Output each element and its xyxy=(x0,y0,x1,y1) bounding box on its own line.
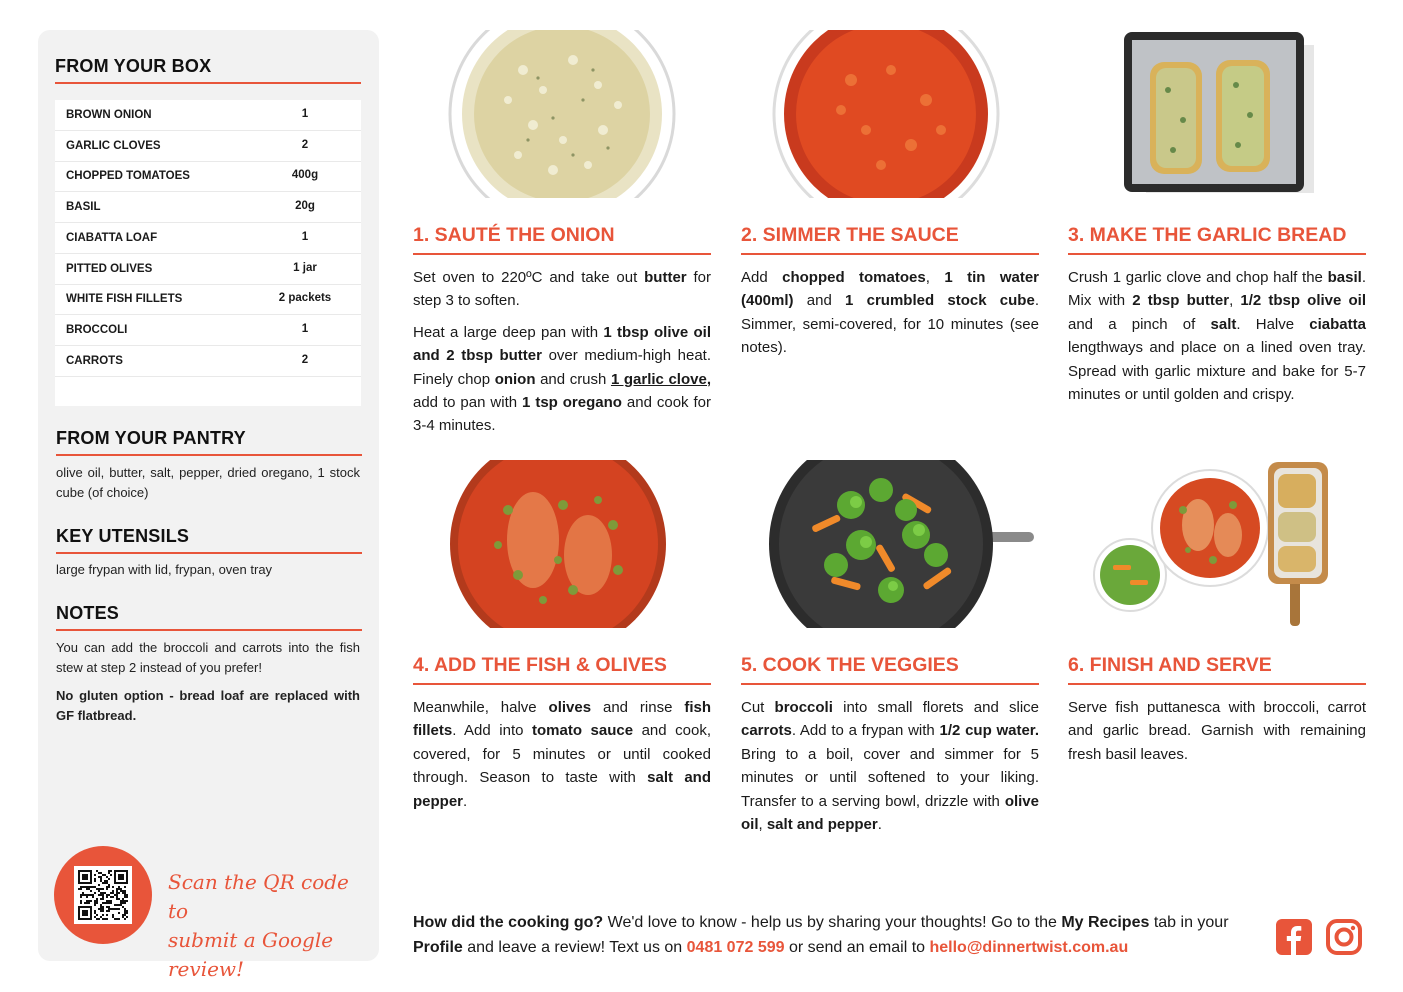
qr-caption-line2: submit a Google review! xyxy=(168,928,334,981)
pantry-text: olive oil, butter, salt, pepper, dried oregano, 1 stock cube (of choice) xyxy=(56,465,360,500)
text-run: , xyxy=(925,269,945,286)
ingredients-table xyxy=(55,100,361,406)
ingredient-row xyxy=(55,315,361,346)
ingredient-qty: 2 xyxy=(301,353,309,366)
bold-run: How did the cooking go? xyxy=(413,914,604,931)
text-run: Meanwhile, halve xyxy=(413,699,549,716)
text-run: . Add into xyxy=(452,722,532,740)
ingredient-qty: 1 xyxy=(301,108,309,120)
qr-badge[interactable] xyxy=(54,846,152,944)
step4-paragraph-1 xyxy=(413,696,711,813)
ingredient-row xyxy=(55,161,361,192)
step1-paragraph-2 xyxy=(413,321,711,438)
text-run: Cut xyxy=(741,699,775,716)
text-run: Crush 1 garlic clove and chop half the xyxy=(1068,269,1328,286)
ingredient-qty: 1 xyxy=(301,322,309,335)
bold-run: 1 tbsp olive oil and 2 tbsp butter xyxy=(413,323,711,365)
step1-paragraph-1 xyxy=(413,266,711,313)
qr-code-icon[interactable] xyxy=(74,866,132,924)
notes-heading-rule xyxy=(56,629,362,631)
text-run: and leave a review! Text us on xyxy=(462,939,687,956)
ingredient-row xyxy=(55,254,361,285)
notes-gluten-option: No gluten option - bread loaf are replaced with GF flatbread. xyxy=(56,688,360,723)
step5-paragraph-1 xyxy=(741,696,1039,836)
step1-title: 1. SAUTÉ THE ONION xyxy=(413,224,615,246)
utensils-heading-rule xyxy=(56,552,362,554)
step1-rule xyxy=(413,253,711,255)
ingredient-name: BROCCOLI xyxy=(66,323,128,336)
step1-photo xyxy=(413,30,711,198)
text-run: , xyxy=(758,816,767,834)
step5-body xyxy=(741,696,1039,836)
bold-run: salt and pepper xyxy=(766,816,878,834)
step6-photo xyxy=(1068,460,1366,628)
text-run: Bring to a boil, cover and simmer for 5 minutes or until softened to your liking. Transfer to a serving bowl, drizzle with xyxy=(741,745,1039,810)
ingredient-row xyxy=(55,192,361,223)
bold-run: salt xyxy=(1210,315,1237,333)
step2-title: 2. SIMMER THE SAUCE xyxy=(741,224,959,246)
bold-run: My Recipes xyxy=(1061,914,1150,931)
bold-run: 1/2 tbsp olive oil xyxy=(1240,292,1366,310)
step4-body xyxy=(413,696,711,813)
ingredient-name: CARROTS xyxy=(66,354,123,367)
bold-run: olives xyxy=(548,699,592,716)
pantry-heading-rule xyxy=(56,454,362,456)
text-run: . Simmer, semi-covered, for 10 minutes (see notes). xyxy=(741,292,1039,357)
ingredient-row xyxy=(55,223,361,254)
ingredient-row xyxy=(55,346,361,377)
step5-rule xyxy=(741,683,1039,685)
ingredient-name: CHOPPED TOMATOES xyxy=(66,170,190,183)
ingredient-name: PITTED OLIVES xyxy=(66,262,153,275)
text-run: and cook for 3-4 minutes. xyxy=(413,394,711,435)
ingredient-row xyxy=(55,284,361,315)
instagram-icon[interactable] xyxy=(1325,918,1363,956)
notes-text: You can add the broccoli and carrots into the fish stew at step 2 instead of you prefer! xyxy=(56,640,360,675)
text-run: Heat a large deep pan with xyxy=(413,323,604,341)
step4-rule xyxy=(413,683,711,685)
text-run: over medium-high heat. Finely chop xyxy=(413,347,712,388)
facebook-icon[interactable] xyxy=(1275,918,1313,956)
step4-photo xyxy=(413,460,711,628)
bold-run: ciabatta xyxy=(1309,315,1366,333)
step2-body xyxy=(741,266,1039,360)
text-run: into small florets and slice xyxy=(832,699,1039,716)
ingredient-name: BROWN ONION xyxy=(66,109,152,121)
text-run: We'd love to know - help us by sharing your thoughts! Go to the xyxy=(603,914,1062,931)
ingredient-qty: 20g xyxy=(295,200,315,213)
ingredient-name: WHITE FISH FILLETS xyxy=(66,293,183,306)
ingredient-qty: 1 xyxy=(301,230,309,243)
step6-rule xyxy=(1068,683,1366,685)
text-run: Add xyxy=(741,269,783,286)
text-run: add to pan with xyxy=(413,394,523,412)
step6-title: 6. FINISH AND SERVE xyxy=(1068,654,1272,676)
step2-paragraph-1 xyxy=(741,266,1039,360)
text-run: and xyxy=(793,292,846,310)
bold-run: 2 tbsp butter xyxy=(1132,292,1230,310)
qr-caption-line1: Scan the QR code to xyxy=(168,870,349,923)
step1-body xyxy=(413,266,711,438)
bold-run: chopped tomatoes xyxy=(782,269,926,286)
notes-heading: NOTES xyxy=(56,603,120,623)
step3-photo xyxy=(1068,30,1366,198)
text-run: . Add to a frypan with xyxy=(791,722,940,740)
pantry-heading: FROM YOUR PANTRY xyxy=(56,428,246,448)
ingredient-qty: 2 packets xyxy=(278,292,332,305)
text-run: , xyxy=(1229,292,1241,310)
ingredient-qty: 2 xyxy=(301,138,309,151)
step3-title: 3. MAKE THE GARLIC BREAD xyxy=(1068,224,1347,246)
text-run: . xyxy=(463,792,468,810)
bold-run: olive oil xyxy=(741,792,1039,834)
ingredient-row xyxy=(55,131,361,162)
bold-run: 1/2 cup water. xyxy=(939,722,1039,740)
review-footer xyxy=(413,910,1263,960)
text-run: Serve fish puttanesca with broccoli, carrot and garlic bread. Garnish with remaining fresh basil leaves. xyxy=(1068,699,1366,763)
text-run: or send an email to xyxy=(784,939,930,956)
ingredient-qty: 1 jar xyxy=(293,261,317,274)
underlined-run: 1 garlic clove, xyxy=(610,370,711,388)
bold-run: Profile xyxy=(413,939,463,956)
text-run: . Halve xyxy=(1236,315,1310,333)
step5-photo xyxy=(741,460,1039,628)
qr-caption xyxy=(168,868,368,984)
bold-run: carrots xyxy=(741,722,792,740)
bold-run: broccoli xyxy=(774,699,833,716)
bold-run: fish fillets xyxy=(413,699,711,740)
step3-paragraph-1 xyxy=(1068,266,1366,406)
step3-body xyxy=(1068,266,1366,406)
ingredient-name: GARLIC CLOVES xyxy=(66,139,161,152)
contact-link[interactable]: hello@dinnertwist.com.au xyxy=(929,939,1129,956)
bold-run: salt and pepper xyxy=(413,769,711,810)
bold-run: 1 tin water (400ml) xyxy=(741,269,1039,310)
text-run: and crush xyxy=(535,370,611,388)
text-run: . Mix with xyxy=(1068,269,1366,310)
box-heading-rule xyxy=(55,82,361,84)
box-heading: FROM YOUR BOX xyxy=(55,56,212,76)
bold-run: basil xyxy=(1327,269,1362,286)
text-run: tab in your xyxy=(1149,914,1229,931)
step6-paragraph-1 xyxy=(1068,696,1366,766)
utensils-text: large frypan with lid, frypan, oven tray xyxy=(56,562,273,577)
step4-title: 4. ADD THE FISH & OLIVES xyxy=(413,654,667,676)
sidebar-panel xyxy=(38,30,379,981)
step3-rule xyxy=(1068,253,1366,255)
text-run: . xyxy=(877,816,882,834)
ingredient-name: CIABATTA LOAF xyxy=(66,231,158,244)
step5-title: 5. COOK THE VEGGIES xyxy=(741,654,959,676)
ingredient-name: BASIL xyxy=(66,201,101,214)
bold-run: 1 tsp oregano xyxy=(522,394,622,412)
contact-link[interactable]: 0481 072 599 xyxy=(686,939,785,956)
bold-run: onion xyxy=(494,370,536,388)
bold-run: tomato sauce xyxy=(532,722,634,740)
text-run: and rinse xyxy=(591,699,685,716)
step6-body xyxy=(1068,696,1366,766)
bold-run: butter xyxy=(644,269,687,286)
text-run: for step 3 to soften. xyxy=(413,269,711,310)
bold-run: 1 crumbled stock cube xyxy=(845,292,1035,310)
ingredient-qty: 400g xyxy=(291,169,319,182)
utensils-heading: KEY UTENSILS xyxy=(56,526,190,546)
step2-rule xyxy=(741,253,1039,255)
step2-photo xyxy=(741,30,1039,198)
text-run: and cook, covered, for 5 minutes or until cooked through. Season to taste with xyxy=(413,722,712,787)
ingredient-row xyxy=(55,100,361,131)
text-run: and a pinch of xyxy=(1068,315,1211,333)
text-run: Set oven to 220ºC and take out xyxy=(413,269,645,286)
text-run: lengthways and place on a lined oven tray. Spread with garlic mixture and bake for 5-7 minutes or until golden and crispy. xyxy=(1068,339,1366,404)
